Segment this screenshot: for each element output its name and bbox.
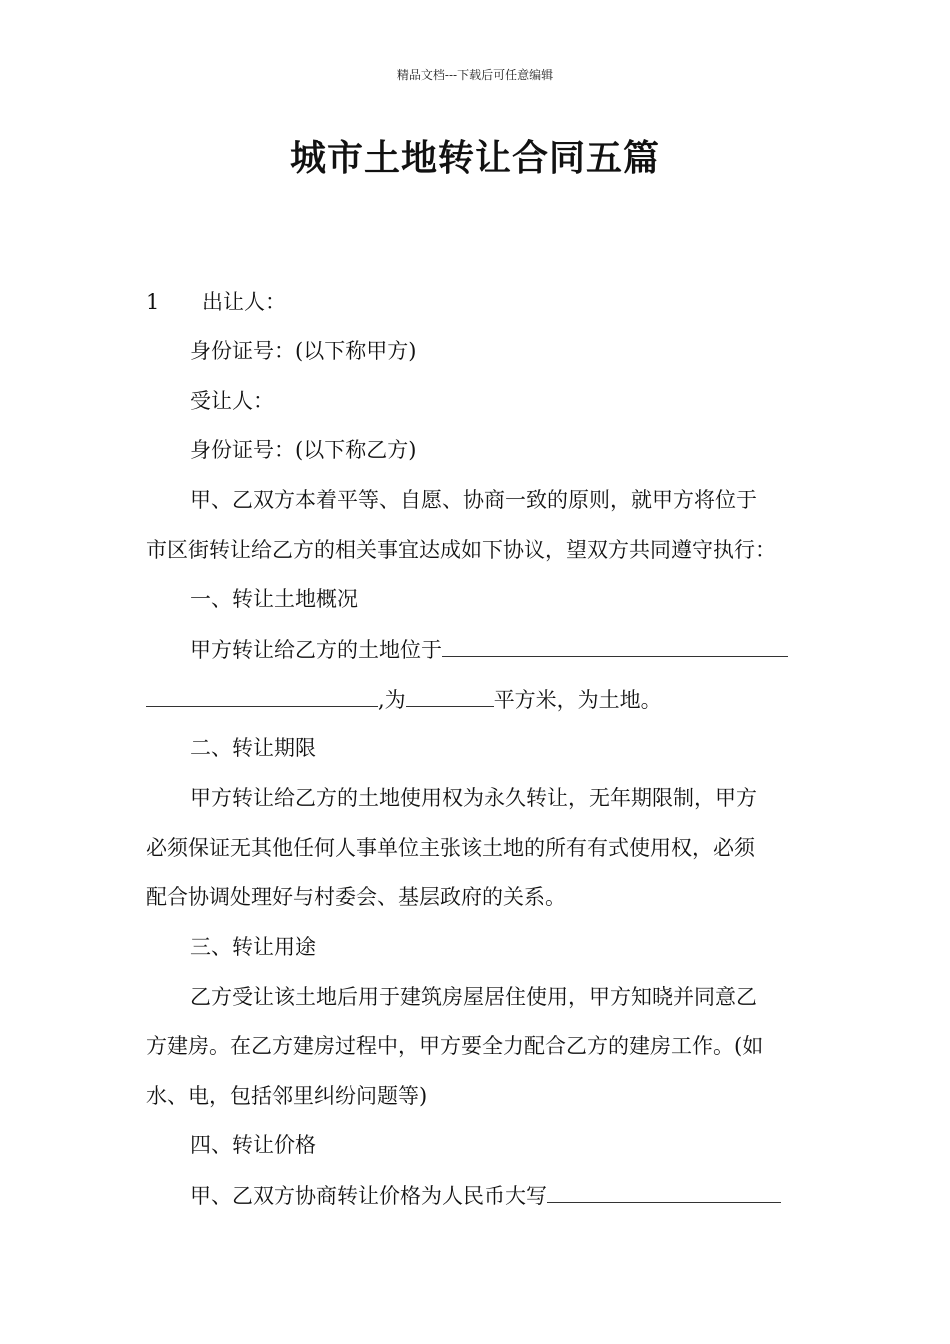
fill-in-blank [442, 634, 788, 657]
line-text: 市区街转让给乙方的相关事宜达成如下协议，望双方共同遵守执行： [146, 538, 776, 562]
paragraph-line [146, 287, 806, 317]
document-title: 城市土地转让合同五篇 [289, 137, 660, 179]
line-text: 二、转让期限 [190, 736, 316, 760]
section-heading [146, 584, 850, 614]
paragraph-line [146, 634, 850, 665]
line-text: 甲方转让给乙方的土地位于 [190, 638, 442, 662]
line-text: 配合协调处理好与村委会、基层政府的关系。 [146, 885, 566, 909]
paragraph-line [146, 1180, 850, 1211]
line-text: 甲、乙双方协商转让价格为人民币大写 [190, 1184, 547, 1208]
fill-in-blank [406, 684, 494, 707]
paragraph-line [146, 1031, 806, 1061]
paragraph-line [146, 982, 850, 1012]
section-heading [146, 733, 850, 763]
line-text: 方建房。在乙方建房过程中，甲方要全力配合乙方的建房工作。(如 [146, 1034, 764, 1058]
line-text: ,为 [378, 688, 406, 712]
line-text: 甲方转让给乙方的土地使用权为永久转让，无年期限制，甲方 [190, 786, 757, 810]
line-text: 必须保证无其他任何人事单位主张该土地的所有有式使用权，必须 [146, 836, 755, 860]
paragraph-line [146, 882, 806, 912]
header-note: 精品文档---下载后可任意编辑 [396, 68, 554, 82]
line-text: 身份证号：(以下称乙方) [190, 438, 417, 462]
fill-in-blank [146, 684, 378, 707]
paragraph-line [146, 386, 850, 416]
line-text: 平方米，为土地。 [493, 688, 662, 712]
paragraph-line [146, 535, 806, 565]
section-number: 1 [146, 290, 160, 314]
paragraph-line [146, 1081, 806, 1111]
section-heading [146, 1130, 850, 1160]
paragraph-line [146, 783, 850, 813]
line-text: 三、转让用途 [190, 935, 316, 959]
paragraph-line [146, 435, 850, 465]
line-text: 乙方受让该土地后用于建筑房屋居住使用，甲方知晓并同意乙 [190, 985, 757, 1009]
section-heading [146, 932, 850, 962]
line-text: 甲、乙双方本着平等、自愿、协商一致的原则，就甲方将位于 [190, 488, 757, 512]
line-text: 一、转让土地概况 [190, 587, 358, 611]
line-text: 受让人： [190, 389, 274, 413]
line-text: 水、电，包括邻里纠纷问题等) [146, 1084, 428, 1108]
paragraph-line [146, 336, 850, 366]
line-text: 身份证号：(以下称甲方) [190, 339, 417, 363]
line-text: 出让人： [202, 290, 286, 314]
paragraph-line [146, 833, 806, 863]
fill-in-blank [547, 1180, 781, 1203]
line-text: 四、转让价格 [190, 1133, 316, 1157]
paragraph-line [146, 684, 806, 715]
paragraph-line [146, 485, 850, 515]
